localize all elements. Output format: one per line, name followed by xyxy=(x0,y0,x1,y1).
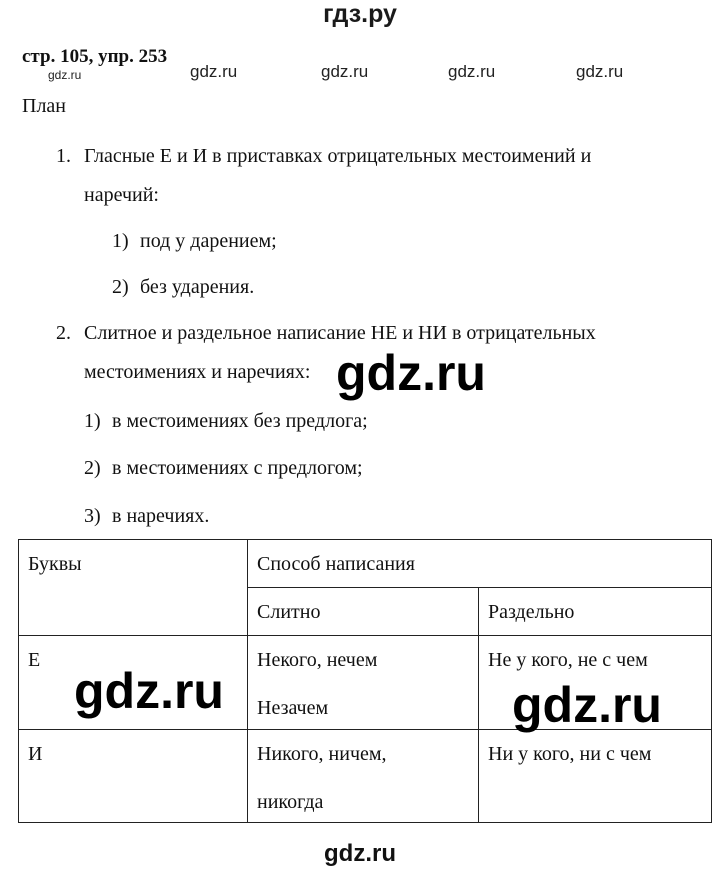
plan-item-text: Слитное и раздельное написание НЕ и НИ в отрицательных xyxy=(84,322,596,344)
plan-item-number: 2. xyxy=(56,322,71,344)
page-reference: стр. 105, упр. 253 xyxy=(22,46,168,67)
watermark-small: gdz.ru xyxy=(321,62,369,81)
site-title: гдз.ру xyxy=(323,0,397,28)
table-header-method: Способ написания xyxy=(248,540,712,588)
watermark-small: gdz.ru xyxy=(448,62,496,81)
table-cell-merged: Некого, нечем Незачем xyxy=(248,636,479,730)
plan-item-number: 1. xyxy=(56,145,71,167)
watermark-tiny: gdz.ru xyxy=(48,68,82,82)
plan-subitem-text: без ударения. xyxy=(140,276,255,298)
watermark-large: gdz.ru xyxy=(336,345,486,401)
plan-subitem-number: 2) xyxy=(84,457,101,479)
plan-subitem-number: 1) xyxy=(84,410,101,432)
plan-subitem-number: 1) xyxy=(112,230,129,252)
plan-item-text: Гласные Е и И в приставках отрицательных местоимений и xyxy=(84,145,592,167)
watermark-large: gdz.ru xyxy=(512,677,662,733)
plan-subitem-number: 2) xyxy=(112,276,129,298)
watermark-small: gdz.ru xyxy=(190,62,238,81)
table-header-merged: Слитно xyxy=(248,588,479,636)
table-cell-merged: Никого, ничем, никогда xyxy=(248,730,479,823)
watermark-bottom: gdz.ru xyxy=(324,840,396,867)
plan-title: План xyxy=(22,95,67,117)
plan-subitem-text: в наречиях. xyxy=(112,505,210,527)
table-row xyxy=(19,730,712,823)
watermark-small: gdz.ru xyxy=(576,62,624,81)
table-header-letters: Буквы xyxy=(19,540,248,636)
plan-subitem-text: в местоимениях без предлога; xyxy=(112,410,368,432)
plan-item-text: местоимениях и наречиях: xyxy=(84,361,311,383)
table-cell-letter: Е xyxy=(19,636,248,730)
table-cell-separate: Ни у кого, ни с чем xyxy=(479,730,712,823)
watermark-large: gdz.ru xyxy=(74,663,224,719)
plan-subitem-text: в местоимениях с предлогом; xyxy=(112,457,363,479)
plan-subitem-number: 3) xyxy=(84,505,101,527)
table-cell-letter: И xyxy=(19,730,248,823)
plan-subitem-text: под у дарением; xyxy=(140,230,277,252)
table-cell-separate: Не у кого, не с чем xyxy=(479,636,712,730)
plan-item-text: наречий: xyxy=(84,184,159,206)
table-header-separate: Раздельно xyxy=(479,588,712,636)
